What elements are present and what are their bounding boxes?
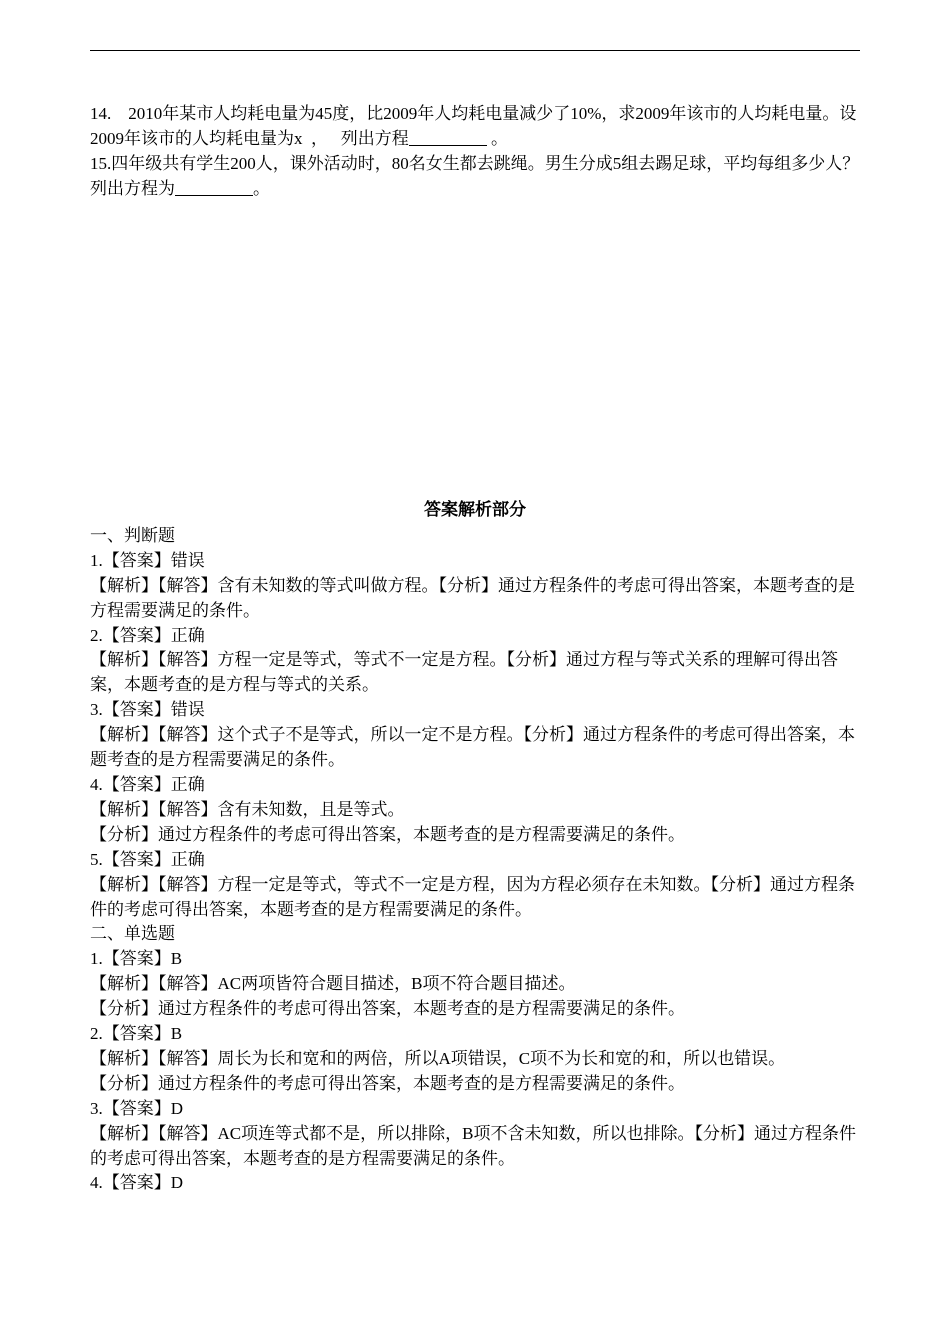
question-15-text: 15.四年级共有学生200人，课外活动时，80名女生都去跳绳。男生分成5组去踢足球，平均每组多少人？列出方程为: [90, 154, 860, 198]
answer-line: 【分析】通过方程条件的考虑可得出答案，本题考查的是方程需要满足的条件。: [90, 824, 685, 844]
answer-line: 二、单选题: [90, 924, 175, 944]
answer-line: 3.【答案】错误: [90, 700, 205, 720]
question-15-end: 。: [253, 179, 270, 198]
answer-line: 【解析】【解答】方程一定是等式，等式不一定是方程。【分析】通过方程与等式关系的理解可得出答案，本题考查的是方程与等式的关系。: [90, 650, 838, 695]
answer-line: 2.【答案】正确: [90, 625, 205, 645]
answer-line: 【解析】【解答】AC项连等式都不是，所以排除，B项不含未知数，所以也排除。【分析】通过方程条件的考虑可得出答案，本题考查的是方程需要满足的条件。: [90, 1123, 856, 1168]
answer-line: 【分析】通过方程条件的考虑可得出答案，本题考查的是方程需要满足的条件。: [90, 1073, 685, 1093]
answers-title: 答案解析部分: [424, 500, 526, 519]
answer-line: 【解析】【解答】含有未知数的等式叫做方程。【分析】通过方程条件的考虑可得出答案，本题考查的是方程需要满足的条件。: [90, 575, 855, 620]
answer-line: 1.【答案】B: [90, 949, 183, 969]
answers-section: [90, 498, 860, 1196]
answer-line: 【分析】通过方程条件的考虑可得出答案，本题考查的是方程需要满足的条件。: [90, 999, 685, 1019]
answer-line: 1.【答案】错误: [90, 550, 205, 570]
answer-line: 3.【答案】D: [90, 1098, 184, 1118]
answer-line: 【解析】【解答】周长为长和宽和的两倍，所以A项错误，C项不为长和宽的和，所以也错误。: [90, 1048, 786, 1068]
question-14: [90, 101, 860, 151]
question-14-text: 14. 2010年某市人均耗电量为45度，比2009年人均耗电量减少了10%，求2009年该市的人均耗电量。设2009年该市的人均耗电量为x ， 列出方程: [90, 104, 857, 148]
answer-line: 一、判断题: [90, 525, 175, 545]
answer-line: 4.【答案】D: [90, 1173, 184, 1193]
answer-line: 【解析】【解答】AC两项皆符合题目描述，B项不符合题目描述。: [90, 974, 576, 994]
question-15: [90, 151, 860, 201]
answer-line: 【解析】【解答】含有未知数，且是等式。: [90, 799, 405, 819]
answer-blank-14: [409, 128, 487, 146]
answer-line: 【解析】【解答】这个式子不是等式，所以一定不是方程。【分析】通过方程条件的考虑可得出答案，本题考查的是方程需要满足的条件。: [90, 725, 855, 770]
answer-blank-15: [175, 178, 253, 196]
questions-section: [90, 101, 860, 201]
answer-line: 2.【答案】B: [90, 1024, 183, 1044]
answer-line: 5.【答案】正确: [90, 849, 205, 869]
question-14-end: 。: [486, 129, 508, 148]
answer-line: 4.【答案】正确: [90, 774, 205, 794]
header-rule: [90, 50, 860, 51]
answer-line: 【解析】【解答】方程一定是等式，等式不一定是方程，因为方程必须存在未知数。【分析】通过方程条件的考虑可得出答案，本题考查的是方程需要满足的条件。: [90, 874, 855, 919]
